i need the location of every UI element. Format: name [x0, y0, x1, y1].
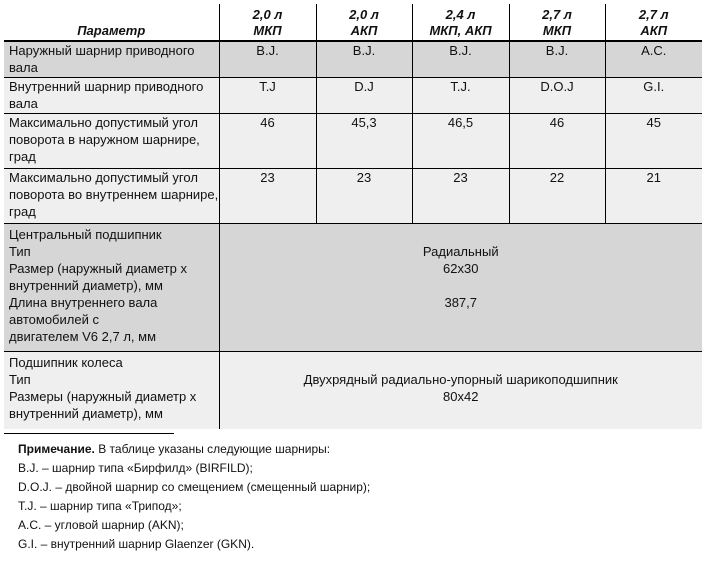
central-len-label: Длина внутреннего вала автомобилей с двигателем V6 2,7 л, мм — [9, 294, 158, 344]
table-row — [4, 113, 702, 168]
header-col-5: 2,7 л АКП — [605, 4, 702, 41]
header-col-1: 2,0 л МКП — [219, 4, 316, 41]
notes-rule — [4, 433, 174, 434]
wheel-size-value: 80x42 — [443, 388, 479, 404]
row-label: Наружный шарнир приводного вала — [4, 41, 219, 77]
central-bearing-block — [4, 223, 702, 351]
cell: D.O.J — [509, 77, 605, 113]
wheel-type-label: Тип — [9, 371, 31, 387]
central-type-label: Тип — [9, 243, 31, 259]
header-col-3: 2,4 л МКП, АКП — [412, 4, 509, 41]
cell: 23 — [219, 168, 316, 223]
table-row — [4, 41, 702, 77]
central-len-value: 387,7 — [444, 294, 478, 310]
cell: 46,5 — [412, 113, 509, 168]
wheel-size-label: Размеры (наружный диаметр х внутренний диаметр), мм — [9, 388, 197, 421]
cell: B.J. — [412, 41, 509, 77]
cell: B.J. — [219, 41, 316, 77]
cell: T.J — [219, 77, 316, 113]
cell: 22 — [509, 168, 605, 223]
row-label: Внутренний шарнир приводного вала — [4, 77, 219, 113]
cell: B.J. — [509, 41, 605, 77]
central-title: Центральный подшипник — [9, 226, 162, 242]
cell: A.C. — [605, 41, 702, 77]
cell: 45 — [605, 113, 702, 168]
cell: B.J. — [316, 41, 412, 77]
header-col-4: 2,7 л МКП — [509, 4, 605, 41]
note-line: T.J. – шарнир типа «Трипод»; — [18, 499, 182, 513]
row-label: Максимально допустимый угол поворота в наружном шарнире, град — [4, 113, 219, 168]
spec-table — [4, 4, 702, 429]
note-line: G.I. – внутренний шарнир Glaenzer (GKN). — [18, 537, 255, 551]
table-row — [4, 168, 702, 223]
wheel-title: Подшипник колеса — [9, 354, 123, 370]
cell: 21 — [605, 168, 702, 223]
notes-heading: Примечание. В таблице указаны следующие шарниры: — [18, 442, 331, 456]
row-label: Максимально допустимый угол поворота во внутреннем шарнире, град — [4, 168, 219, 223]
header-param: Параметр — [4, 4, 219, 41]
cell: G.I. — [605, 77, 702, 113]
cell: 46 — [219, 113, 316, 168]
note-line: D.O.J. – двойной шарнир со смещением (смещенный шарнир); — [18, 480, 371, 494]
wheel-bearing-block — [4, 351, 702, 429]
note-line: B.J. – шарнир типа «Бирфилд» (BIRFILD); — [18, 461, 253, 475]
cell: D.J — [316, 77, 412, 113]
cell: 23 — [412, 168, 509, 223]
cell: T.J. — [412, 77, 509, 113]
header-col-2: 2,0 л АКП — [316, 4, 412, 41]
header-row — [4, 4, 702, 41]
table-row — [4, 77, 702, 113]
central-type-value: Радиальный — [422, 243, 499, 259]
central-size-value: 62x30 — [443, 260, 479, 276]
note-line: A.C. – угловой шарнир (AKN); — [18, 518, 184, 532]
notes — [4, 433, 424, 554]
cell: 23 — [316, 168, 412, 223]
wheel-type-value: Двухрядный радиально-упорный шарикоподшипник — [303, 371, 618, 387]
cell: 46 — [509, 113, 605, 168]
cell: 45,3 — [316, 113, 412, 168]
central-size-label: Размер (наружный диаметр х внутренний диаметр), мм — [9, 260, 187, 293]
